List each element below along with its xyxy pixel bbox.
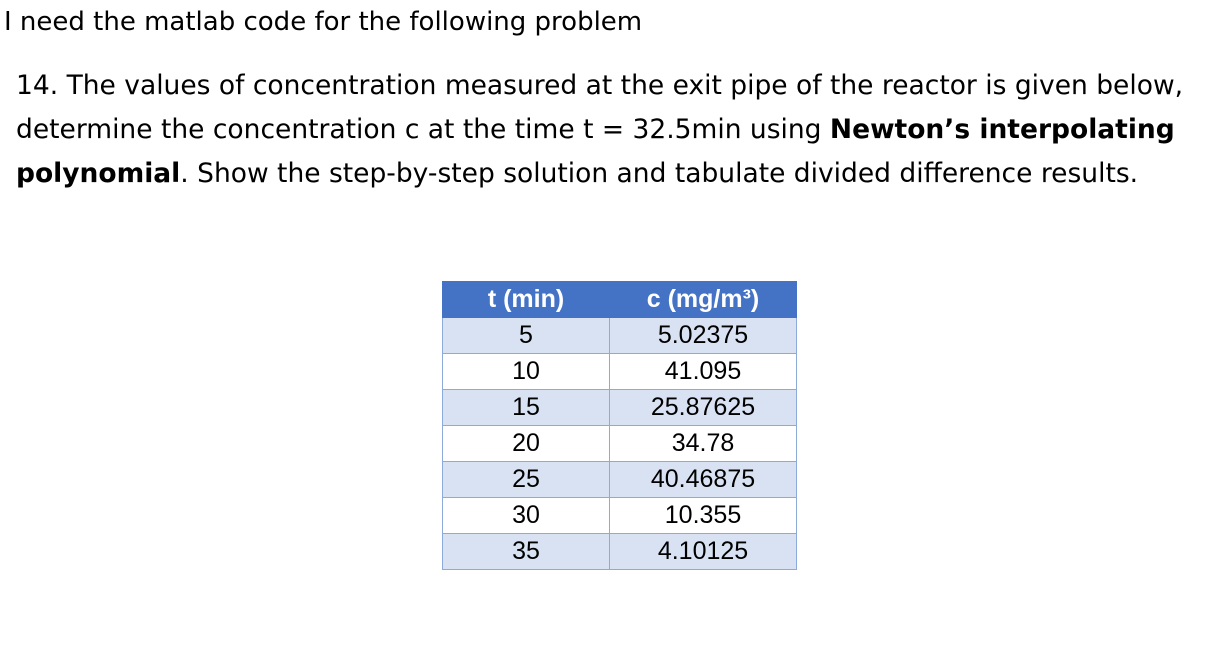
cell-time: 10	[443, 354, 610, 390]
cell-concentration: 4.10125	[610, 534, 797, 570]
cell-time: 15	[443, 390, 610, 426]
problem-statement	[16, 64, 1206, 196]
header-concentration: c (mg/m³)	[610, 282, 797, 318]
cell-concentration: 40.46875	[610, 462, 797, 498]
cell-concentration: 41.095	[610, 354, 797, 390]
table-row	[443, 462, 797, 498]
cell-time: 30	[443, 498, 610, 534]
cell-concentration: 10.355	[610, 498, 797, 534]
intro-text: I need the matlab code for the following problem	[4, 7, 643, 37]
table-header-row	[443, 282, 797, 318]
table-row	[443, 390, 797, 426]
cell-time: 5	[443, 318, 610, 354]
table-row	[443, 534, 797, 570]
header-time: t (min)	[443, 282, 610, 318]
table-row	[443, 318, 797, 354]
problem-text-part2: . Show the step-by-step solution and tabulate divided difference results.	[180, 158, 1139, 189]
cell-concentration: 34.78	[610, 426, 797, 462]
cell-time: 25	[443, 462, 610, 498]
cell-concentration: 5.02375	[610, 318, 797, 354]
cell-time: 35	[443, 534, 610, 570]
cell-concentration: 25.87625	[610, 390, 797, 426]
table-row	[443, 354, 797, 390]
concentration-table	[442, 281, 797, 570]
table-row	[443, 498, 797, 534]
problem-text-bold: Newton’s interpolating polynomial	[16, 114, 1175, 189]
cell-time: 20	[443, 426, 610, 462]
problem-text-part1: 14. The values of concentration measured at the exit pipe of the reactor is given below, determine the concentration c at the time t = 32.5min using	[16, 70, 1184, 145]
table-row	[443, 426, 797, 462]
